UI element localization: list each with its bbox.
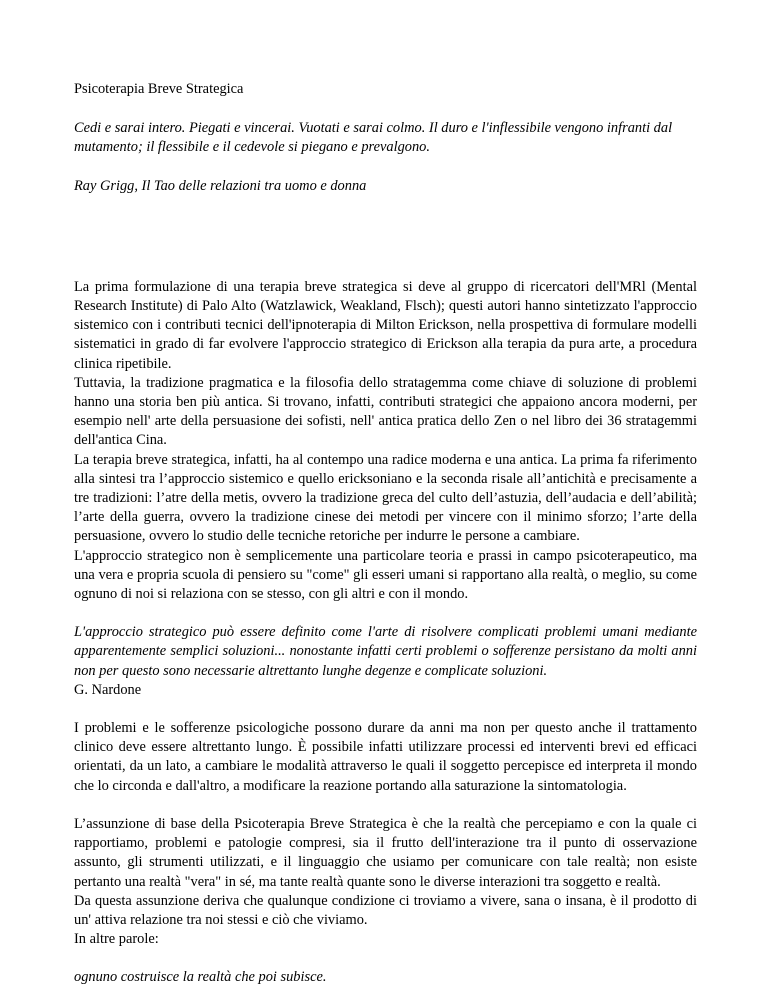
paragraph: La terapia breve strategica, infatti, ha al contempo una radice moderna e una antica. La prima fa riferimento alla sintesi tra l’approccio sistemico e quello ericksoniano e la seconda risale all’antichità e precisamente a tre tradizioni: l’atre della metis, ovvero la tradizione greca del culto dell’astuzia, dell’audacia e dell’abilità; l’arte della guerra, ovvero la tradizione cinese dei metodi per vincere con il minimo sforzo; l’arte della persuasione, ovvero lo studio delle tecniche retoriche per indurre le persone a cambiare. bbox=[74, 451, 697, 545]
epigraph-text: Cedi e sarai intero. Piegati e vincerai. Vuotati e sarai colmo. Il duro e l'inflessibile vengono infranti dal mutamento; il flessibile e il cedevole si piegano e prevalgono. bbox=[74, 120, 673, 156]
assumption-section bbox=[74, 815, 697, 949]
epigraph-source: Ray Grigg, Il Tao delle relazioni tra uomo e donna bbox=[74, 177, 367, 194]
paragraph: L'approccio strategico non è semplicemente una particolare teoria e prassi in campo psicoterapeutico, ma una vera e propria scuola di pensiero su "come" gli esseri umani si rapportano alla realtà, o meglio, su come ognuno di noi si relaziona con se stesso, con gli altri e con il mondo. bbox=[74, 547, 697, 603]
history-section bbox=[74, 278, 697, 604]
closing-statement: ognuno costruisce la realtà che poi subisce. bbox=[74, 969, 327, 986]
paragraph: In altre parole: bbox=[74, 931, 159, 948]
document-page bbox=[74, 80, 697, 988]
paragraph: Tuttavia, la tradizione pragmatica e la filosofia dello stratagemma come chiave di soluzione di problemi hanno una storia ben più antica. Si trovano, infatti, contributi strategici che appaiono ancora moderni, per esempio nell' arte della persuasione dei sofisti, nell' antica pratica dello Zen o nel libro dei 36 stratagemmi dell'antica Cina. bbox=[74, 374, 697, 449]
document-title: Psicoterapia Breve Strategica bbox=[74, 81, 244, 97]
paragraph: L’assunzione di base della Psicoterapia Breve Strategica è che la realtà che percepiamo e con la quale ci rapportiamo, problemi e patologie compresi, sia il frutto dell'interazione tra il punto di osservazione assunto, gli strumenti utilizzati, e il linguaggio che usiamo per comunicare con tale realtà; non esiste pertanto una realtà "vera" in sé, ma tante realtà quante sono le diverse interazioni tra soggetto e realtà. bbox=[74, 815, 697, 890]
nardone-quote: L'approccio strategico può essere definito come l'arte di risolvere complicati problemi umani mediante apparentemente semplici soluzioni... nonostante infatti certi problemi o sofferenze persistano da molti anni non per questo sono necessarie altrettanto lunghe degenze e complicate soluzioni. bbox=[74, 624, 697, 679]
paragraph: La prima formulazione di una terapia breve strategica si deve al gruppo di ricercatori dell'MRl (Mental Research Institute) di Palo Alto (Watzlawick, Weakland, Flsch); questi autori hanno sintetizzato l'approccio sistemico con i contributi tecnici dell'ipnoterapia di Milton Erickson, nella prospettiva di formulare modelli sistematici in grado di far evolvere l'approccio strategico di Erickson alla terapia da pura arte, a procedura clinica ripetibile. bbox=[74, 278, 697, 372]
quote-author: G. Nardone bbox=[74, 681, 142, 698]
paragraph: I problemi e le sofferenze psicologiche possono durare da anni ma non per questo anche il trattamento clinico deve essere altrettanto lungo. È possibile infatti utilizzare processi ed interventi brevi ed efficaci orientati, da un lato, a cambiare le modalità attraverso le quali il soggetto percepisce ed interpreta il mondo che lo circonda e dall'altro, a modificare la reazione portando alla saturazione la sintomatologia. bbox=[74, 720, 697, 794]
paragraph: Da questa assunzione deriva che qualunque condizione ci troviamo a vivere, sana o insana, è il prodotto di un' attiva relazione tra noi stessi e ciò che viviamo. bbox=[74, 892, 697, 928]
